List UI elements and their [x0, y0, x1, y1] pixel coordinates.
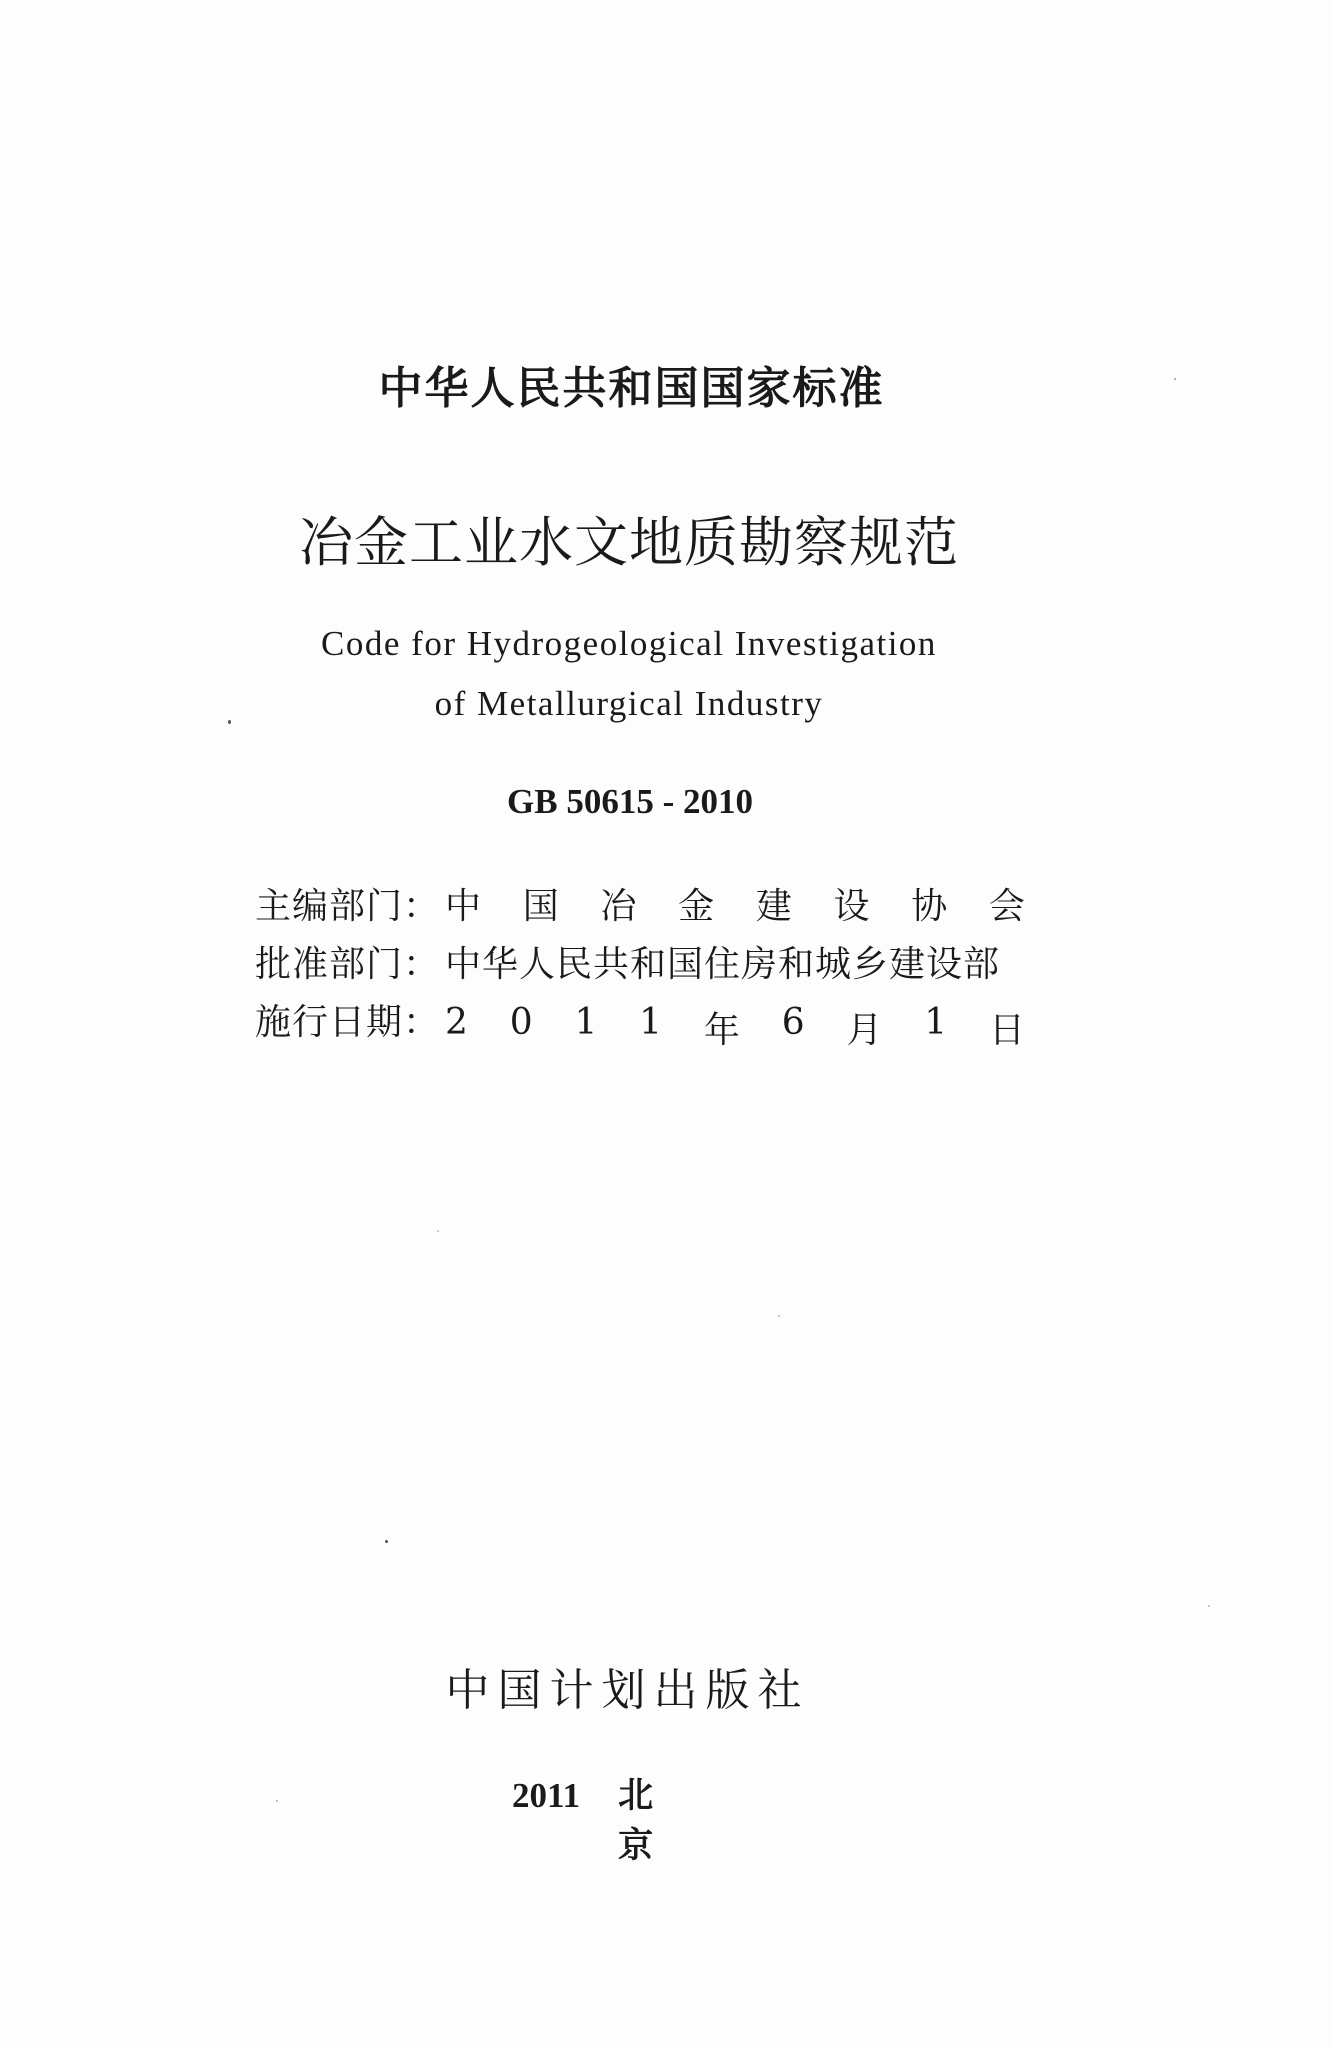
info-value-approver: 中华人民共和国住房和城乡建设部 [445, 944, 1001, 985]
scan-speck [437, 1230, 439, 1232]
info-value-effective [445, 1002, 1025, 1053]
document-title: 冶金工业水文地质勘察规范 [299, 511, 959, 574]
info-row-approver [255, 936, 1025, 994]
scan-speck [1208, 1605, 1210, 1607]
english-title-line-1: Code for Hydrogeological Investigation [321, 624, 937, 663]
effective-char: 年 [703, 1010, 740, 1051]
effective-char: 2 [445, 1002, 468, 1043]
imprint [512, 1768, 782, 1868]
effective-char: 1 [924, 1002, 948, 1043]
scan-speck [228, 720, 231, 724]
editor-char: 冶 [600, 886, 637, 927]
editor-char: 建 [755, 886, 792, 927]
standard-code: GB 50615 - 2010 [507, 782, 753, 821]
info-row-editor [255, 878, 1025, 936]
effective-char: 1 [574, 1002, 598, 1043]
effective-char: 0 [509, 1002, 533, 1043]
info-label-effective: 施行日期： [255, 1002, 441, 1043]
english-title-line-2: of Metallurgical Industry [434, 684, 824, 723]
series-title: 中华人民共和国国家标准 [378, 363, 885, 414]
info-table [255, 878, 1025, 1052]
info-value-editor [445, 878, 1025, 929]
info-label-approver: 批准部门： [255, 944, 441, 985]
effective-char: 月 [846, 1010, 883, 1051]
editor-char: 金 [678, 886, 715, 927]
editor-char: 中 [445, 886, 482, 927]
imprint-city: 北京 [618, 1776, 712, 1866]
editor-char: 会 [988, 886, 1025, 927]
info-label-editor: 主编部门： [255, 886, 441, 927]
scan-speck [385, 1540, 388, 1543]
scan-speck [276, 1800, 278, 1802]
editor-char: 国 [522, 886, 559, 927]
editor-char: 设 [833, 886, 870, 927]
effective-char: 日 [988, 1010, 1025, 1051]
editor-char: 协 [911, 886, 948, 927]
publisher-name: 中国计划出版社 [445, 1665, 810, 1716]
effective-char: 1 [639, 1002, 663, 1043]
imprint-year: 2011 [512, 1776, 581, 1815]
info-row-effective [255, 994, 1025, 1052]
scan-speck [778, 1315, 780, 1317]
effective-char: 6 [781, 1002, 805, 1043]
scan-speck [1174, 378, 1176, 380]
